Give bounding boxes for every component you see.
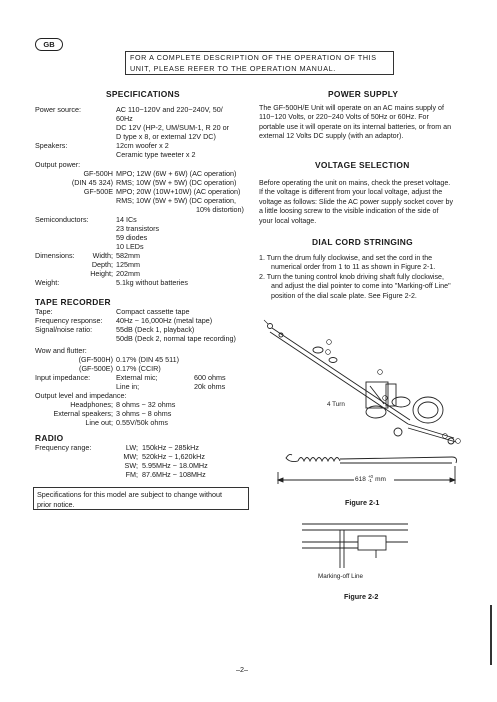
output-level-values: 8 ohms ~ 32 ohms 3 ohms ~ 8 ohms 0.55V/50k ohms <box>116 400 176 427</box>
dial-step-2: 2. Turn the tuning control knob driving shaft fully clockwise, and adjust the dial pointer to come into "Marking-off Line" position of the dial scale plate. See Figure 2-2. <box>259 273 451 300</box>
input-impedance-values: 600 ohms 20k ohms <box>194 373 226 391</box>
speakers-values: 12cm woofer x 2 Ceramic type tweeter x 2 <box>116 141 196 159</box>
page-number: –2– <box>236 665 248 674</box>
marking-off-line-label: Marking-off Line <box>318 573 364 580</box>
operation-manual-notice <box>125 51 394 75</box>
power-supply-heading: POWER SUPPLY <box>328 89 399 99</box>
output-level-label: Output level and impedance: <box>35 391 127 400</box>
voltage-selection-text: Before operating the unit on mains, check the preset voltage. If the voltage is different from your local voltage, adjust the voltage as follows: Slide the AC power supply socket cover by a little loosing screw to the visible indication of the side of your local voltage. <box>259 179 453 225</box>
radio-heading: RADIO <box>35 433 64 443</box>
region-badge: GB <box>35 38 63 51</box>
wow-flutter-label: Wow and flutter: <box>35 346 87 355</box>
output-power-label: Output power: <box>35 160 81 169</box>
weight-value: 5.1kg without batteries <box>116 278 188 287</box>
dial-step-1: 1. Turn the drum fully clockwise, and set the cord in the numerical order from 1 to 11 as shown in Figure 2-1. <box>259 254 436 272</box>
figure-2-1-diagram <box>258 312 468 502</box>
notice-line-1: FOR A COMPLETE DESCRIPTION OF THE OPERATION OF THIS <box>130 53 377 62</box>
input-impedance-types: External mic; Line in; <box>116 373 158 391</box>
wow-flutter-values: 0.17% (DIN 45 511) 0.17% (CCIR) <box>116 355 179 373</box>
tape-recorder-heading: TAPE RECORDER <box>35 297 111 307</box>
four-turn-label: 4 Turn <box>327 401 345 408</box>
frequency-range-label: Frequency range: <box>35 443 92 452</box>
semiconductors-label: Semiconductors: <box>35 215 89 224</box>
figure-2-1-caption: Figure 2-1 <box>345 498 380 507</box>
output-power-models: GF-500H (DIN 45 324) GF-500E <box>71 169 113 196</box>
input-impedance-label: Input impedance: <box>35 373 91 382</box>
dimensions-axes: Width; Depth; Height; <box>90 251 113 278</box>
dial-cord-heading: DIAL CORD STRINGING <box>312 237 413 247</box>
power-source-label: Power source: <box>35 105 81 114</box>
semiconductors-values: 14 ICs 23 transistors 59 diodes 10 LEDs <box>116 215 160 251</box>
specs-change-notice: Specifications for this model are subject to change without prior notice. <box>33 487 249 510</box>
output-power-values: MPO; 12W (6W + 6W) (AC operation) RMS; 10W (5W + 5W) (DC operation) MPO; 20W (10W+10W) (AC operation) RMS; 10W (5W + 5W) (DC operation, 10% distortion) <box>116 169 244 214</box>
tape-labels: Tape: Frequency response: Signal/noise ratio: <box>35 307 103 334</box>
figure-2-2-diagram <box>300 522 410 572</box>
specifications-heading: SPECIFICATIONS <box>106 89 180 99</box>
tape-values: Compact cassette tape 40Hz ~ 16,000Hz (metal tape) 55dB (Deck 1, playback) 50dB (Deck 2, normal tape recording) <box>116 307 236 343</box>
figure-2-2-caption: Figure 2-2 <box>344 592 379 601</box>
radio-bands: LW; MW; SW; FM; <box>123 443 138 479</box>
margin-mark <box>490 605 492 665</box>
dimensions-label: Dimensions: <box>35 251 75 260</box>
wow-flutter-models: (GF-500H) (GF-500E) <box>78 355 113 373</box>
cord-length-label: 618 +0 -1 mm <box>355 474 386 484</box>
output-level-types: Headphones; External speakers; Line out; <box>53 400 113 427</box>
weight-label: Weight: <box>35 278 60 287</box>
notice-line-2: UNIT, PLEASE REFER TO THE OPERATION MANUAL. <box>130 64 336 73</box>
radio-ranges: 150kHz ~ 285kHz 520kHz ~ 1,620kHz 5.95MHz ~ 18.0MHz 87.6MHz ~ 108MHz <box>142 443 208 479</box>
power-supply-text: The GF-500H/E Unit will operate on an AC mains supply of 110~120 Volts, or 220~240 Volts of 50Hz or 60Hz. For portable use it will operate on its internal batteries, or from an external 12 Volts DC supply (with an adaptor). <box>259 104 452 141</box>
speakers-label: Speakers: <box>35 141 68 150</box>
dimensions-values: 582mm 125mm 202mm <box>116 251 140 278</box>
power-source-values: AC 110~120V and 220~240V, 50/ 60Hz DC 12V (HP-2, UM/SUM-1, R 20 or D type x 8, or external 12V DC) <box>116 105 230 141</box>
voltage-selection-heading: VOLTAGE SELECTION <box>315 160 410 170</box>
